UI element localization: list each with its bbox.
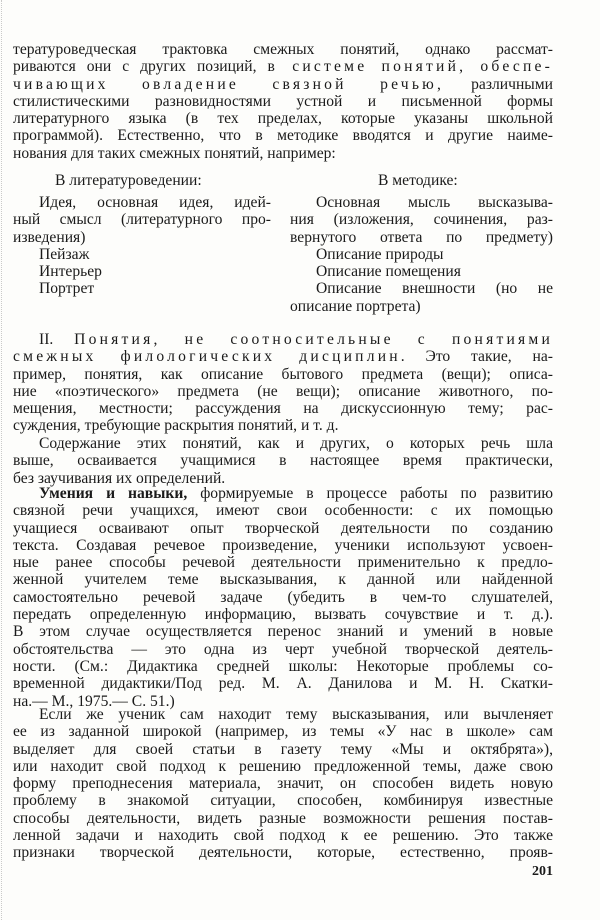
text-line (13, 41, 553, 58)
comparison-right-header: В методике: (378, 172, 458, 189)
text-run: II. (39, 331, 75, 348)
text-run: ности. (См.: Дидактика средней школы: Некоторые проблемы со- (13, 657, 553, 675)
text-line (13, 452, 553, 469)
text-run: обстоятельства — это одна из черт учебной творческой деятель- (13, 640, 553, 658)
right-line: Основная мысль высказыва- (316, 194, 553, 211)
paragraph-content (13, 435, 553, 487)
text-line (13, 58, 553, 75)
text-run: тературоведческая трактовка смежных понятий, однако рассмат- (13, 41, 553, 58)
text-run: . Это такие, на- (400, 348, 553, 366)
scan-edge (1, 0, 4, 920)
text-line (13, 641, 553, 658)
text-run: самостоятельно речевой задаче (убедить в чем-то слушателей, (13, 588, 553, 606)
right-line: Описание помещения (316, 263, 461, 281)
text-run: стилистическими разновидностями устной и письменной формы (13, 92, 553, 110)
text-run: способы деятельности, видеть разные возможности решения постав- (13, 809, 553, 827)
text-run: программой). Естественно, что в методике вводятся и другие наиме- (13, 127, 553, 145)
text-line (13, 485, 553, 502)
text-run: В этом случае осуществляется перенос знаний и умений в новые (13, 623, 553, 641)
text-line (13, 792, 553, 809)
spaced-emphasis: Понятия, не соотносительные с понятиями (74, 331, 553, 348)
paragraph-student-topic (13, 706, 553, 862)
right-line: описание портрета) (290, 297, 421, 315)
text-line (13, 502, 553, 519)
text-line (13, 758, 553, 775)
text-line (13, 554, 553, 571)
text-line (13, 571, 553, 588)
text-run: без заучивания их определений. (13, 469, 226, 487)
text-run: проблему в знакомой ситуации, способен, комбинируя известные (13, 792, 553, 810)
text-run: на.— М., 1975.— С. 51.) (13, 692, 175, 710)
text-run: признаки творческой деятельности, которые, естественно, прояв- (13, 844, 553, 862)
text-run: женной учителем теме высказывания, к данной или найденной (13, 571, 553, 589)
text-run: формируемые в процессе работы по развитию (187, 485, 553, 502)
text-run: нования для таких смежных понятий, например: (13, 144, 336, 162)
text-line (13, 706, 553, 723)
text-run: ние «поэтического» предмета (не вещи); описание животного, по- (13, 382, 553, 400)
text-run: пример, понятия, как описание бытового предмета (вещи); описа- (13, 365, 553, 383)
text-run: мещения, местности; рассуждения на дискуссионную тему; рас- (13, 400, 553, 418)
text-line (13, 606, 553, 623)
text-line (13, 331, 553, 348)
text-line (13, 76, 553, 93)
text-run: суждения, требующие раскрытия понятий, и т. д. (13, 417, 339, 435)
text-line (13, 675, 553, 692)
text-run: или находит свой подход к решению предложенной темы, даже свою (13, 757, 553, 775)
text-line (13, 741, 553, 758)
comparison-right-column (290, 194, 553, 315)
comparison-left-column (13, 194, 271, 298)
text-run: Содержание этих понятий, как и других, о которых речь шла (39, 435, 553, 452)
text-line (13, 658, 553, 675)
text-line (13, 827, 553, 844)
spaced-emphasis: чивающих овладение связной речью (13, 75, 438, 93)
spaced-emphasis: в системе понятий, обеспе- (267, 58, 554, 76)
text-line (13, 366, 553, 383)
left-line: изведения) (13, 228, 86, 246)
text-line (13, 383, 553, 400)
text-run: передать определенную информацию, вызвать сочувствие и т. д.). (13, 606, 553, 624)
right-line: вернутого ответа по предмету) (290, 228, 553, 246)
text-line (13, 775, 553, 792)
right-line: ния (изложения, сочинения, раз- (290, 211, 553, 229)
paragraph-concepts-ii (13, 331, 553, 435)
text-run: выше, осваивается учащимися в настоящее время практически, (13, 452, 553, 470)
text-run: литературного языка (в тех пределах, которые указаны школьной (13, 110, 553, 128)
text-run: форму преподнесения материала, значит, он способен видеть новую (13, 775, 553, 793)
text-line (13, 110, 553, 127)
text-run: ленной задачи и находить свой подход к ее решению. Это также (13, 827, 553, 845)
text-run: ные ранее способы речевой деятельности применительно к предло- (13, 554, 553, 572)
text-line (13, 145, 553, 162)
bold-term: Умения и навыки, (39, 485, 188, 502)
text-line (13, 623, 553, 640)
text-line (13, 844, 553, 861)
text-line (13, 723, 553, 740)
left-line: ный смысл (литературного про- (13, 211, 271, 229)
left-line: Пейзаж (39, 245, 90, 263)
text-run: учащиеся осваивают опыт творческой деятельности по созданию (13, 519, 553, 537)
text-line (13, 400, 553, 417)
text-run: риваются они с других позиций, (13, 58, 268, 76)
paragraph-intro (13, 41, 553, 162)
left-line: Идея, основная идея, идей- (39, 194, 271, 211)
text-line (13, 589, 553, 606)
text-line (13, 127, 553, 144)
right-line: Описание внешности (но не (316, 280, 553, 298)
text-run: , различными (437, 75, 553, 93)
text-line (13, 435, 553, 452)
page-number: 201 (532, 864, 553, 879)
text-line (13, 520, 553, 537)
text-run: временной дидактики/Под ред. М. А. Данилова и М. Н. Скатки- (13, 675, 553, 693)
text-line (13, 93, 553, 110)
text-run: текста. Создавая речевое произведение, ученики используют усвоен- (13, 536, 553, 554)
text-run: Если же ученик сам находит тему высказывания, или вычленяет (39, 706, 553, 723)
left-line: Портрет (39, 280, 95, 298)
paragraph-skills (13, 485, 553, 710)
comparison-left-header: В литературоведении: (55, 172, 202, 189)
text-line (13, 537, 553, 554)
text-run: выделяет для своей статьи в газету тему «Мы и октябрята»), (13, 740, 553, 758)
text-line (13, 417, 553, 434)
text-line (13, 810, 553, 827)
right-line: Описание природы (316, 245, 444, 263)
text-run: связной речи учащихся, имеют свои особенности: с их помощью (13, 502, 553, 520)
text-line (13, 348, 553, 365)
left-line: Интерьер (39, 263, 102, 281)
text-run: ее из заданной широкой (например, из темы «У нас в школе» сам (13, 723, 553, 741)
spaced-emphasis: смежных филологических дисциплин (13, 348, 401, 366)
